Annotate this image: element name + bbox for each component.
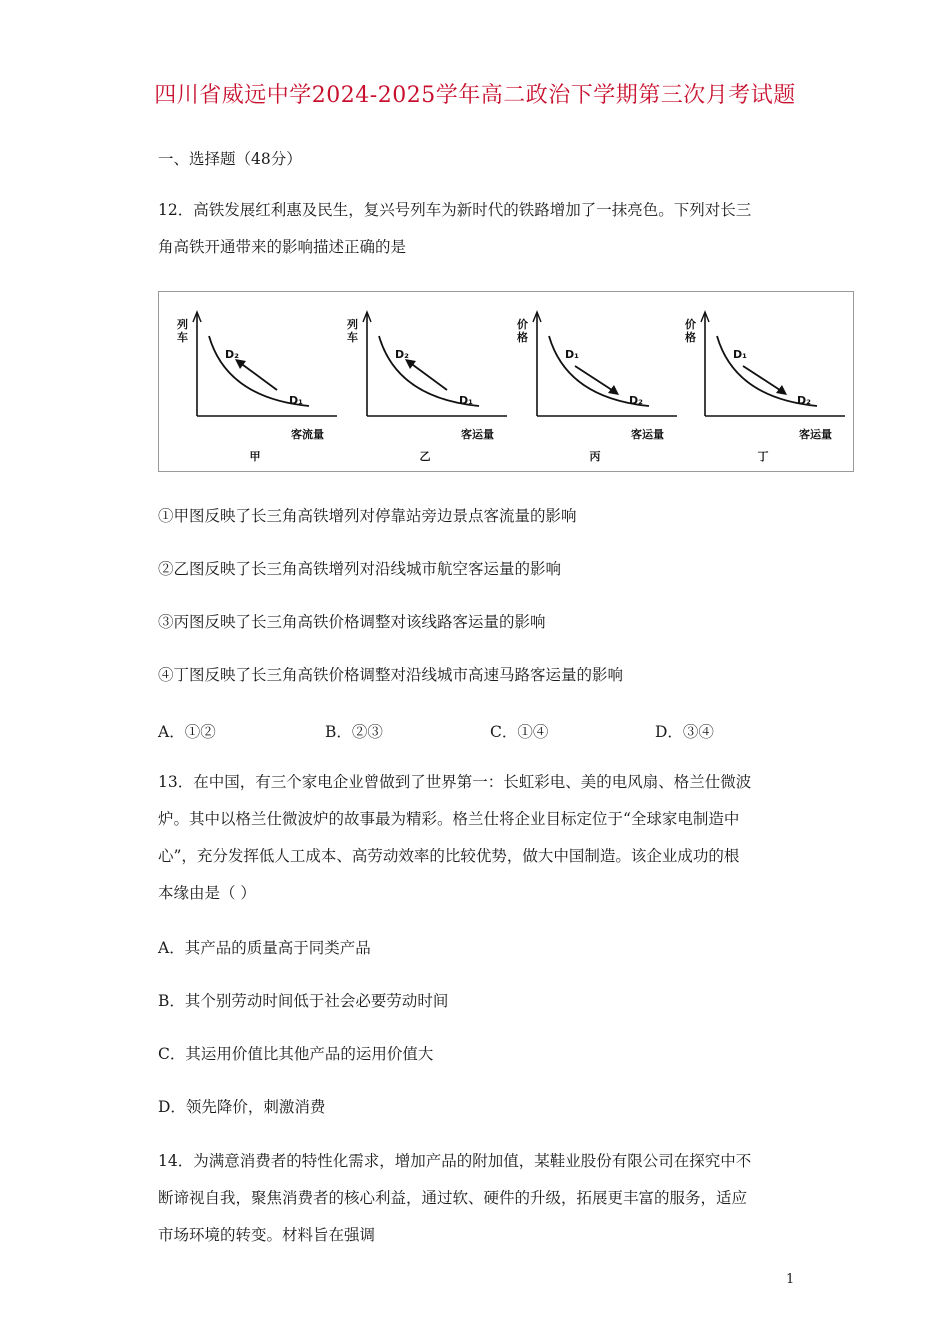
section-heading: 一、选择题（48分） [158, 150, 302, 168]
y-axis-label-bottom: 车 [177, 331, 188, 344]
page-number: 1 [786, 1272, 795, 1287]
q12-stem-line-2: 角高铁开通带来的影响描述正确的是 [158, 238, 407, 256]
shift-arrow-line [743, 366, 783, 392]
y-axis-label-top: 列 [177, 318, 188, 331]
graph-caption: 乙 [419, 450, 431, 463]
shift-arrow-head [608, 385, 619, 395]
curve-label-end: D₂ [797, 394, 811, 407]
page-title: 四川省威远中学2024-2025学年高二政治下学期第三次月考试题 [154, 83, 796, 108]
q14-stem-line-3: 市场环境的转变。材料旨在强调 [158, 1226, 376, 1244]
graph-jia [169, 300, 337, 468]
shift-arrow-head [776, 385, 787, 395]
x-axis-label: 客运量 [461, 428, 494, 441]
q12-figure [158, 291, 854, 472]
shift-arrow-line [575, 366, 615, 392]
graph-caption: 丙 [589, 450, 601, 463]
q13-option-a: A．其产品的质量高于同类产品 [158, 939, 371, 957]
q13-stem-line-2: 炉。其中以格兰仕微波炉的故事最为精彩。格兰仕将企业目标定位于“全球家电制造中 [158, 810, 740, 828]
x-axis-label: 客运量 [799, 428, 832, 441]
q13-option-b: B．其个别劳动时间低于社会必要劳动时间 [158, 992, 449, 1010]
curve-label-end: D₁ [289, 394, 303, 407]
graph-ding [677, 300, 845, 468]
q14-stem-line-2: 断谛视自我，聚焦消费者的核心利益，通过软、硬件的升级，拓展更丰富的服务，适应 [158, 1189, 748, 1207]
graph-yi [339, 300, 507, 468]
x-axis-label: 客流量 [291, 428, 324, 441]
q12-option-d: D．③④ [655, 723, 714, 741]
q13-stem-line-1: 13．在中国，有三个家电企业曾做到了世界第一：长虹彩电、美的电风扇、格兰仕微波 [158, 773, 752, 791]
q13-stem-line-4: 本缘由是（ ） [158, 884, 256, 902]
q12-option-b: B．②③ [325, 723, 383, 741]
q12-statement-4: ④丁图反映了长三角高铁价格调整对沿线城市高速马路客运量的影响 [158, 666, 624, 684]
graph-svg [169, 300, 337, 468]
q13-option-d: D．领先降价，刺激消费 [158, 1098, 326, 1116]
q12-option-a: A．①② [158, 723, 216, 741]
curve-label-start: D₂ [225, 348, 239, 361]
graph-caption: 丁 [757, 450, 769, 463]
q12-statement-1: ①甲图反映了长三角高铁增列对停靠站旁边景点客流量的影响 [158, 507, 577, 525]
q14-stem-line-1: 14．为满意消费者的特性化需求，增加产品的附加值，某鞋业股份有限公司在探究中不 [158, 1152, 752, 1170]
q13-option-c: C．其运用价值比其他产品的运用价值大 [158, 1045, 434, 1063]
q12-statement-3: ③丙图反映了长三角高铁价格调整对该线路客运量的影响 [158, 613, 546, 631]
curve-label-start: D₂ [395, 348, 409, 361]
graph-svg [509, 300, 677, 468]
y-axis-label-bottom: 格 [517, 331, 528, 344]
y-axis-label-bottom: 车 [347, 331, 358, 344]
q12-statement-2: ②乙图反映了长三角高铁增列对沿线城市航空客运量的影响 [158, 560, 562, 578]
graph-svg [339, 300, 507, 468]
graph-bing [509, 300, 677, 468]
x-axis-label: 客运量 [631, 428, 664, 441]
curve-label-start: D₁ [733, 348, 747, 361]
curve-label-end: D₂ [629, 394, 643, 407]
y-axis-label-top: 列 [347, 318, 358, 331]
y-axis-label-bottom: 格 [685, 331, 696, 344]
y-axis-label-top: 价 [685, 318, 696, 331]
graph-svg [677, 300, 845, 468]
graph-caption: 甲 [249, 450, 261, 463]
curve-label-start: D₁ [565, 348, 579, 361]
q12-option-c: C．①④ [490, 723, 549, 741]
curve-label-end: D₁ [459, 394, 473, 407]
y-axis-label-top: 价 [517, 318, 528, 331]
q13-stem-line-3: 心”，充分发挥低人工成本、高劳动效率的比较优势，做大中国制造。该企业成功的根 [158, 847, 740, 865]
q12-stem-line-1: 12．高铁发展红利惠及民生，复兴号列车为新时代的铁路增加了一抹亮色。下列对长三 [158, 201, 752, 219]
